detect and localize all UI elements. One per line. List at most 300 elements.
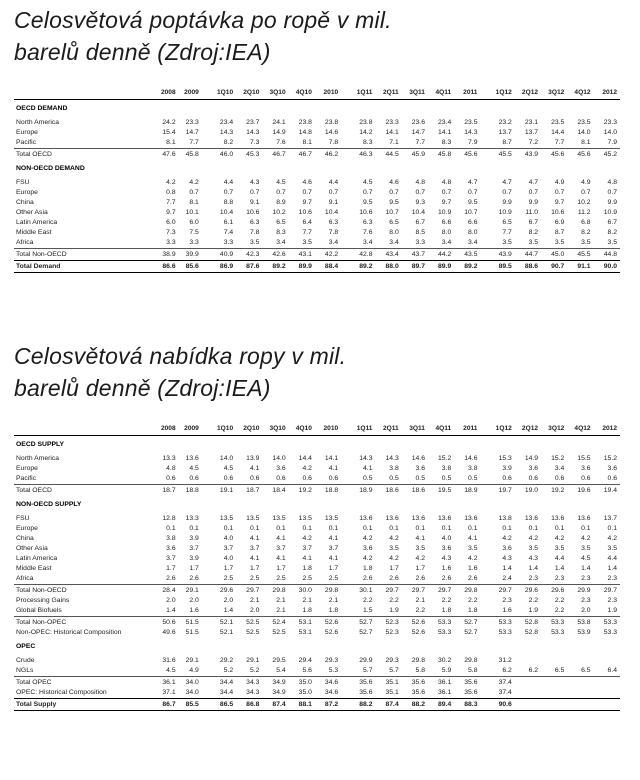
value-cell: 0.6 [276, 475, 286, 482]
data-row [14, 198, 620, 208]
value-cell: 34.9 [272, 689, 286, 696]
value-cell: 14.1 [324, 455, 339, 462]
column-gap [202, 485, 210, 497]
value-cell: 14.3 [385, 455, 399, 462]
value-cell: 2.5 [223, 575, 234, 582]
value-cell: 23.3 [185, 119, 199, 126]
value-cell: 30.0 [289, 585, 315, 597]
row-label: Total OPEC [14, 677, 155, 689]
value-cell: 10.1 [185, 209, 199, 216]
value-cell: 43.9 [515, 149, 541, 161]
value-cell: 24.1 [272, 119, 286, 126]
value-cell: 4.2 [363, 535, 373, 542]
value-cell: 3.4 [276, 239, 286, 246]
value-cell: 87.6 [236, 261, 262, 273]
header-cell: 3Q10 [262, 422, 288, 436]
value-cell: 4.5 [189, 465, 199, 472]
value-cell: 13.6 [385, 515, 399, 522]
value-cell: 7.4 [223, 229, 234, 236]
value-cell [594, 677, 620, 689]
header-cell: 2008 [155, 86, 178, 100]
column-gap [480, 128, 488, 138]
value-cell [515, 699, 541, 711]
value-cell: 1.4 [166, 607, 176, 614]
value-cell: 0.7 [249, 189, 260, 196]
value-cell: 45.3 [236, 149, 262, 161]
value-cell: 3.3 [223, 239, 234, 246]
row-label: Total OECD [14, 149, 155, 161]
value-cell: 2.2 [468, 597, 478, 604]
value-cell: 2.1 [249, 597, 260, 604]
value-cell: 14.8 [298, 129, 312, 136]
value-cell: 2.1 [276, 607, 286, 614]
value-cell: 4.2 [166, 179, 176, 186]
value-cell: 5.2 [249, 667, 260, 674]
column-gap [341, 188, 349, 198]
column-gap [202, 688, 210, 699]
value-cell: 10.9 [498, 209, 512, 216]
value-cell: 2.6 [441, 575, 452, 582]
value-cell: 8.3 [363, 139, 373, 146]
value-cell: 0.1 [276, 525, 286, 532]
value-cell: 52.5 [246, 629, 260, 636]
value-cell: 18.7 [236, 485, 262, 497]
value-cell: 2.6 [468, 575, 478, 582]
value-cell: 52.7 [454, 617, 480, 629]
value-cell: 1.7 [328, 565, 339, 572]
value-cell [594, 699, 620, 711]
value-cell: 53.8 [567, 617, 593, 629]
value-cell: 5.6 [302, 667, 312, 674]
value-cell: 0.1 [415, 525, 425, 532]
value-cell: 1.9 [528, 607, 539, 614]
row-label: Pacific [16, 475, 37, 482]
value-cell: 46.2 [315, 149, 341, 161]
value-cell: 30.1 [349, 585, 375, 597]
column-gap [202, 454, 210, 464]
header-cell: 4Q10 [289, 86, 315, 100]
column-header-row [14, 422, 620, 436]
value-cell: 13.6 [464, 515, 478, 522]
value-cell: 14.2 [359, 129, 373, 136]
value-cell: 2.2 [441, 597, 452, 604]
value-cell: 14.0 [577, 129, 591, 136]
value-cell: 3.5 [468, 545, 478, 552]
column-gap [202, 554, 210, 564]
header-cell: 2008 [155, 422, 178, 436]
data-row [14, 138, 620, 149]
value-cell [515, 688, 541, 699]
value-cell: 4.1 [328, 535, 339, 542]
value-cell: 40.9 [210, 249, 236, 261]
value-cell: 1.4 [581, 565, 591, 572]
column-gap [480, 617, 488, 629]
value-cell: 10.4 [219, 209, 234, 216]
value-cell: 13.8 [498, 515, 512, 522]
header-cell: 1Q11 [349, 86, 375, 100]
value-cell: 53.3 [489, 617, 515, 629]
value-cell: 3.5 [249, 239, 260, 246]
value-cell: 90.6 [489, 699, 515, 711]
value-cell: 10.6 [551, 209, 565, 216]
header-cell: 4Q11 [428, 422, 454, 436]
value-cell: 2.3 [607, 575, 617, 582]
value-cell: 2.3 [581, 575, 591, 582]
value-cell: 7.9 [468, 139, 478, 146]
value-cell: 14.3 [359, 455, 373, 462]
value-cell: 0.5 [441, 475, 452, 482]
value-cell: 14.0 [603, 129, 617, 136]
value-cell: 4.2 [189, 179, 199, 186]
value-cell: 42.3 [236, 249, 262, 261]
value-cell: 45.6 [454, 149, 480, 161]
value-cell: 14.3 [219, 129, 234, 136]
column-gap [480, 585, 488, 597]
row-label: FSU [16, 515, 30, 522]
value-cell: 3.7 [223, 545, 234, 552]
data-row [14, 596, 620, 606]
total-row [14, 249, 620, 261]
value-cell: 7.7 [554, 139, 565, 146]
value-cell [567, 699, 593, 711]
value-cell: 4.2 [389, 555, 399, 562]
value-cell: 5.8 [415, 667, 425, 674]
value-cell: 4.2 [302, 465, 312, 472]
value-cell: 89.9 [289, 261, 315, 273]
value-cell: 0.7 [276, 189, 286, 196]
column-gap [202, 656, 210, 666]
column-gap [341, 464, 349, 474]
header-cell: 2012 [594, 86, 620, 100]
column-gap [480, 149, 488, 161]
value-cell: 5.4 [276, 667, 286, 674]
value-cell: 4.2 [581, 535, 591, 542]
value-cell: 6.5 [276, 219, 286, 226]
value-cell: 0.5 [363, 475, 373, 482]
value-cell: 29.9 [359, 657, 373, 664]
value-cell: 44.7 [515, 249, 541, 261]
value-cell: 46.7 [262, 149, 288, 161]
value-cell: 4.7 [468, 179, 478, 186]
column-gap [480, 564, 488, 574]
value-cell: 6.9 [554, 219, 565, 226]
value-cell: 8.7 [554, 229, 565, 236]
value-cell: 8.3 [441, 139, 452, 146]
value-cell: 4.9 [554, 179, 565, 186]
value-cell: 0.1 [189, 525, 199, 532]
value-cell: 6.2 [528, 667, 539, 674]
row-label: China [16, 535, 34, 542]
header-cell: 2Q12 [515, 422, 541, 436]
value-cell: 3.7 [249, 545, 260, 552]
value-cell: 0.1 [249, 525, 260, 532]
value-cell: 10.6 [359, 209, 373, 216]
column-gap [480, 596, 488, 606]
value-cell: 1.7 [223, 565, 234, 572]
value-cell: 14.3 [246, 129, 260, 136]
value-cell [567, 677, 593, 689]
header-cell: 3Q12 [541, 422, 567, 436]
value-cell: 2.0 [223, 597, 234, 604]
data-row [14, 514, 620, 524]
value-cell: 18.8 [315, 485, 341, 497]
value-cell: 29.6 [515, 585, 541, 597]
data-row [14, 228, 620, 238]
value-cell: 29.1 [179, 585, 202, 597]
column-gap [202, 261, 210, 273]
value-cell: 29.1 [246, 657, 260, 664]
header-cell: 1Q10 [210, 422, 236, 436]
supply-heading [14, 340, 624, 404]
column-gap [202, 118, 210, 128]
value-cell: 10.4 [411, 209, 425, 216]
value-cell: 8.1 [166, 139, 176, 146]
value-cell: 2.1 [415, 597, 425, 604]
column-gap [202, 188, 210, 198]
value-cell [515, 677, 541, 689]
value-cell: 4.2 [389, 535, 399, 542]
value-cell: 19.2 [541, 485, 567, 497]
value-cell: 29.9 [567, 585, 593, 597]
value-cell: 46.0 [210, 149, 236, 161]
value-cell: 2.6 [389, 575, 399, 582]
value-cell: 7.6 [363, 229, 373, 236]
column-gap [202, 178, 210, 188]
demand-title-line1: Celosvětová poptávka po ropě v mil. [14, 7, 392, 33]
value-cell: 10.9 [438, 209, 452, 216]
header-cell: 2011 [454, 422, 480, 436]
value-cell: 0.1 [581, 525, 591, 532]
value-cell: 12.8 [162, 515, 176, 522]
value-cell: 52.6 [324, 629, 339, 636]
value-cell: 45.6 [567, 149, 593, 161]
column-gap [202, 666, 210, 677]
column-gap [341, 514, 349, 524]
value-cell: 44.8 [594, 249, 620, 261]
data-row [14, 666, 620, 677]
value-cell: 2.1 [302, 597, 312, 604]
value-cell: 35.0 [298, 689, 312, 696]
value-cell: 18.8 [179, 485, 202, 497]
value-cell: 0.7 [302, 189, 312, 196]
value-cell: 6.2 [502, 667, 512, 674]
value-cell: 7.3 [249, 139, 260, 146]
value-cell: 13.7 [498, 129, 512, 136]
value-cell: 1.9 [389, 607, 399, 614]
value-cell: 8.2 [581, 229, 591, 236]
value-cell: 6.7 [607, 219, 617, 226]
value-cell: 7.7 [189, 139, 199, 146]
value-cell: 23.7 [246, 119, 260, 126]
value-cell: 35.6 [349, 677, 375, 689]
value-cell: 52.7 [464, 629, 478, 636]
value-cell: 3.6 [528, 465, 539, 472]
value-cell: 15.5 [577, 455, 591, 462]
value-cell: 6.6 [441, 219, 452, 226]
value-cell: 3.6 [276, 465, 286, 472]
value-cell: 35.1 [375, 677, 401, 689]
value-cell: 4.0 [223, 555, 234, 562]
value-cell: 0.5 [389, 475, 399, 482]
value-cell: 9.7 [302, 199, 312, 206]
value-cell: 1.4 [502, 565, 512, 572]
value-cell: 1.8 [363, 565, 373, 572]
value-cell: 29.8 [262, 585, 288, 597]
value-cell: 14.7 [411, 129, 425, 136]
value-cell: 14.6 [324, 129, 339, 136]
value-cell: 4.0 [441, 535, 452, 542]
value-cell: 5.2 [223, 667, 234, 674]
value-cell: 11.2 [577, 209, 591, 216]
column-gap [480, 628, 488, 638]
data-row [14, 118, 620, 128]
value-cell: 6.1 [223, 219, 234, 226]
value-cell: 1.4 [554, 565, 565, 572]
value-cell: 5.8 [468, 667, 478, 674]
column-gap [341, 208, 349, 218]
value-cell: 3.8 [166, 535, 176, 542]
value-cell: 3.9 [189, 555, 199, 562]
value-cell: 3.3 [189, 239, 199, 246]
value-cell: 2.3 [581, 597, 591, 604]
value-cell: 6.7 [528, 219, 539, 226]
column-gap [341, 544, 349, 554]
value-cell: 31.2 [498, 657, 512, 664]
value-cell: 6.8 [581, 219, 591, 226]
column-gap [341, 474, 349, 485]
value-cell: 42.6 [262, 249, 288, 261]
value-cell: 0.6 [166, 475, 176, 482]
value-cell: 4.6 [389, 179, 399, 186]
header-cell: 2Q10 [236, 86, 262, 100]
value-cell: 1.5 [363, 607, 373, 614]
column-gap [480, 261, 488, 273]
total-row [14, 485, 620, 497]
value-cell: 15.2 [551, 455, 565, 462]
column-gap [341, 198, 349, 208]
value-cell: 46.3 [349, 149, 375, 161]
value-cell: 0.7 [441, 189, 452, 196]
header-cell: 4Q12 [567, 422, 593, 436]
value-cell: 6.6 [468, 219, 478, 226]
demand-title-line2: barelů denně (Zdroj:IEA) [14, 39, 271, 65]
value-cell: 13.5 [219, 515, 234, 522]
value-cell: 3.8 [441, 465, 452, 472]
value-cell: 0.7 [363, 189, 373, 196]
value-cell: 89.2 [262, 261, 288, 273]
value-cell: 0.6 [607, 475, 617, 482]
column-gap [202, 617, 210, 629]
column-gap [480, 544, 488, 554]
value-cell: 3.5 [389, 545, 399, 552]
value-cell: 43.7 [402, 249, 428, 261]
value-cell: 29.5 [272, 657, 286, 664]
value-cell: 14.9 [524, 455, 539, 462]
value-cell: 9.5 [468, 199, 478, 206]
value-cell: 5.7 [389, 667, 399, 674]
value-cell: 45.8 [179, 149, 202, 161]
header-cell: 2009 [179, 422, 202, 436]
value-cell: 8.2 [223, 139, 234, 146]
value-cell: 4.3 [441, 555, 452, 562]
column-gap [202, 699, 210, 711]
value-cell [541, 699, 567, 711]
value-cell: 1.7 [249, 565, 260, 572]
column-gap [480, 554, 488, 564]
value-cell: 30.2 [438, 657, 452, 664]
value-cell: 2.0 [581, 607, 591, 614]
column-gap [480, 666, 488, 677]
value-cell: 4.1 [276, 535, 286, 542]
value-cell: 3.5 [502, 239, 512, 246]
value-cell: 1.6 [441, 565, 452, 572]
value-cell: 1.4 [528, 565, 539, 572]
value-cell: 4.2 [607, 535, 617, 542]
value-cell: 4.2 [528, 535, 539, 542]
value-cell: 88.2 [349, 699, 375, 711]
column-gap [202, 128, 210, 138]
value-cell: 8.3 [276, 229, 286, 236]
value-cell: 3.7 [166, 555, 176, 562]
value-cell: 4.1 [363, 465, 373, 472]
value-cell: 13.3 [185, 515, 199, 522]
column-gap [341, 699, 349, 711]
header-cell: 3Q10 [262, 86, 288, 100]
value-cell [594, 688, 620, 699]
column-gap [202, 544, 210, 554]
column-gap [341, 261, 349, 273]
value-cell: 4.1 [302, 555, 312, 562]
value-cell: 3.4 [328, 239, 339, 246]
value-cell: 14.1 [385, 129, 399, 136]
value-cell: 87.4 [262, 699, 288, 711]
value-cell: 86.8 [236, 699, 262, 711]
value-cell: 13.7 [524, 129, 539, 136]
value-cell: 3.4 [468, 239, 478, 246]
value-cell: 4.2 [302, 535, 312, 542]
value-cell: 28.4 [155, 585, 178, 597]
data-row [14, 564, 620, 574]
value-cell: 2.5 [249, 575, 260, 582]
value-cell: 0.7 [189, 189, 199, 196]
value-cell: 31.6 [162, 657, 176, 664]
value-cell: 4.1 [328, 465, 339, 472]
row-label: China [16, 199, 34, 206]
value-cell: 86.6 [155, 261, 178, 273]
value-cell: 8.0 [441, 229, 452, 236]
value-cell: 0.7 [502, 189, 512, 196]
value-cell: 29.8 [411, 657, 425, 664]
value-cell: 2.2 [389, 597, 399, 604]
value-cell: 91.1 [567, 261, 593, 273]
value-cell: 3.3 [166, 239, 176, 246]
value-cell: 19.7 [489, 485, 515, 497]
value-cell: 8.7 [502, 139, 512, 146]
value-cell: 15.2 [603, 455, 617, 462]
row-label: Latin America [16, 555, 58, 562]
value-cell: 23.4 [438, 119, 452, 126]
value-cell: 0.1 [502, 525, 512, 532]
value-cell: 14.0 [219, 455, 234, 462]
value-cell: 3.6 [363, 545, 373, 552]
value-cell: 4.4 [223, 179, 234, 186]
value-cell: 3.5 [581, 239, 591, 246]
column-gap [480, 86, 488, 100]
column-gap [202, 138, 210, 149]
value-cell: 15.2 [438, 455, 452, 462]
value-cell: 4.1 [249, 535, 260, 542]
value-cell: 29.1 [185, 657, 199, 664]
